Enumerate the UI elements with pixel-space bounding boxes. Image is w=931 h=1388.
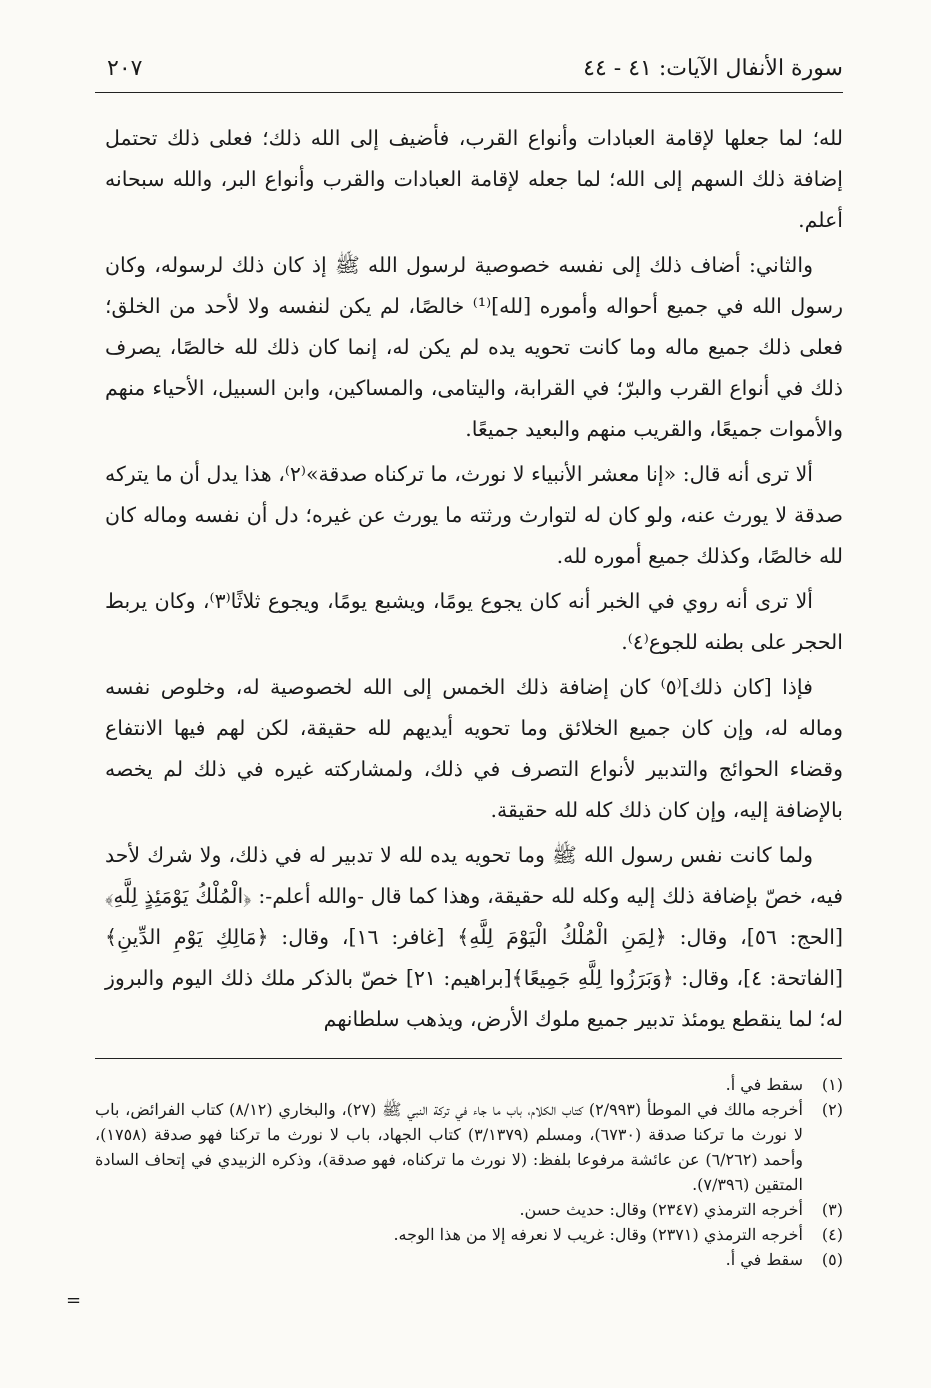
footnote xyxy=(95,1097,843,1197)
paragraph: والثاني: أضاف ذلك إلى نفسه خصوصية لرسول الله ﷺ إذ كان ذلك لرسوله، وكان رسول الله في جميع أحواله وأموره [لله]⁽¹⁾ خالصًا، لم يكن لنفسه ولا لأحد من الخلق؛ فعلى ذلك جميع ماله وما كانت تحويه يده لم يكن له، إنما كان ذلك لله خالصًا، يصرف ذلك في أنواع القرب والبرّ؛ في القرابة، واليتامى، والمساكين، وابن السبيل، الأحياء منهم والأموات جميعًا، والقريب منهم والبعيد جميعًا. xyxy=(105,253,843,441)
footnote-number: (٥) xyxy=(821,1250,843,1269)
paragraph: فإذا [كان ذلك]⁽٥⁾ كان إضافة ذلك الخمس إلى الله لخصوصية له، وخلوص نفسه وماله له، وإن كان جميع الخلائق وما تحويه أيديهم لله حقيقة، لكن لهم فيها الانتفاع وقضاء الحوائج والتدبير لأنواع التصرف في ذلك، ولمشاركته غيره في ذلك لم يخصه بالإضافة إليه، وإن كان ذلك كله لله حقيقة. xyxy=(105,675,843,822)
footnote xyxy=(95,1222,843,1247)
footnotes xyxy=(95,1072,843,1272)
footnote-text: أخرجه مالك في الموطأ (٢/٩٩٣) كتاب الكلام، باب ما جاء في تركة النبي ﷺ (٢٧)، والبخاري (٨/١٢) كتاب الفرائض، باب لا نورث ما تركنا صدقة (٦٧٣٠)، ومسلم (٣/١٣٧٩) كتاب الجهاد، باب لا نورث ما تركنا فهو صدقة (١٧٥٨)، وأحمد (٦/٢٦٢) عن عائشة مرفوعا بلفظ: (لا نورث ما تركناه، فهو صدقة)، وذكره الزبيدي في إتحاف السادة المتقين (٧/٣٩٦). xyxy=(95,1100,804,1194)
paragraph: ولما كانت نفس رسول الله ﷺ وما تحويه يده لله لا تدبير له في ذلك، ولا شرك لأحد فيه، خصّ بإضافة ذلك إليه وكله لله حقيقة، وهذا كما قال -والله أعلم-: ﴿الْمُلْكُ يَوْمَئِذٍ لِلَّهِ﴾ [الحج: ٥٦]، وقال: ﴿لِمَنِ الْمُلْكُ الْيَوْمَ لِلَّهِ﴾ [غافر: ١٦]، وقال: ﴿مَالِكِ يَوْمِ الدِّينِ﴾ [الفاتحة: ٤]، وقال: ﴿وَبَرَزُوا لِلَّهِ جَمِيعًا﴾[براهيم: ٢١] خصّ بالذكر ملك ذلك اليوم والبروز له؛ لما ينقطع يومئذ تدبير جميع ملوك الأرض، ويذهب سلطانهم xyxy=(105,843,843,1031)
footnote-text: سقط في أ. xyxy=(725,1075,803,1094)
footnote-text: أخرجه الترمذي (٢٣٧١) وقال: غريب لا نعرفه إلا من هذا الوجه. xyxy=(393,1225,803,1244)
footnote xyxy=(95,1247,843,1272)
footnote-number: (٣) xyxy=(821,1200,843,1219)
footnote-text: أخرجه الترمذي (٢٣٤٧) وقال: حديث حسن. xyxy=(519,1200,803,1219)
footnote-number: (٢) xyxy=(821,1100,843,1119)
footnote xyxy=(95,1197,843,1222)
header-title: سورة الأنفال الآيات: ٤١ - ٤٤ xyxy=(583,56,843,81)
paragraph: ألا ترى أنه روي في الخبر أنه كان يجوع يومًا، ويشبع يومًا، ويجوع ثلاثًا⁽٣⁾، وكان يربط الحجر على بطنه للجوع⁽٤⁾. xyxy=(105,589,843,654)
running-header xyxy=(95,52,843,93)
margin-mark: = xyxy=(66,1290,82,1311)
footnote xyxy=(95,1072,843,1097)
footnote-number: (٤) xyxy=(821,1225,843,1244)
main-text xyxy=(105,118,843,1044)
footnote-text: سقط في أ. xyxy=(725,1250,803,1269)
page-number: ٢٠٧ xyxy=(107,56,143,81)
footnote-separator xyxy=(95,1058,842,1059)
paragraph: ألا ترى أنه قال: «إنا معشر الأنبياء لا نورث، ما تركناه صدقة»⁽٢⁾، هذا يدل أن ما يتركه صدقة لا يورث عنه، ولو كان له لتوارث ورثته ما يورث عن غيره؛ دل أن نفسه وماله كان لله خالصًا، وكذلك جميع أموره لله. xyxy=(105,462,843,568)
footnote-number: (١) xyxy=(821,1075,843,1094)
paragraph: لله؛ لما جعلها لإقامة العبادات وأنواع القرب، فأضيف إلى الله ذلك؛ فعلى ذلك تحتمل إضافة ذلك السهم إلى الله؛ لما جعله لإقامة العبادات والقرب وأنواع البر، والله سبحانه أعلم. xyxy=(105,126,843,232)
